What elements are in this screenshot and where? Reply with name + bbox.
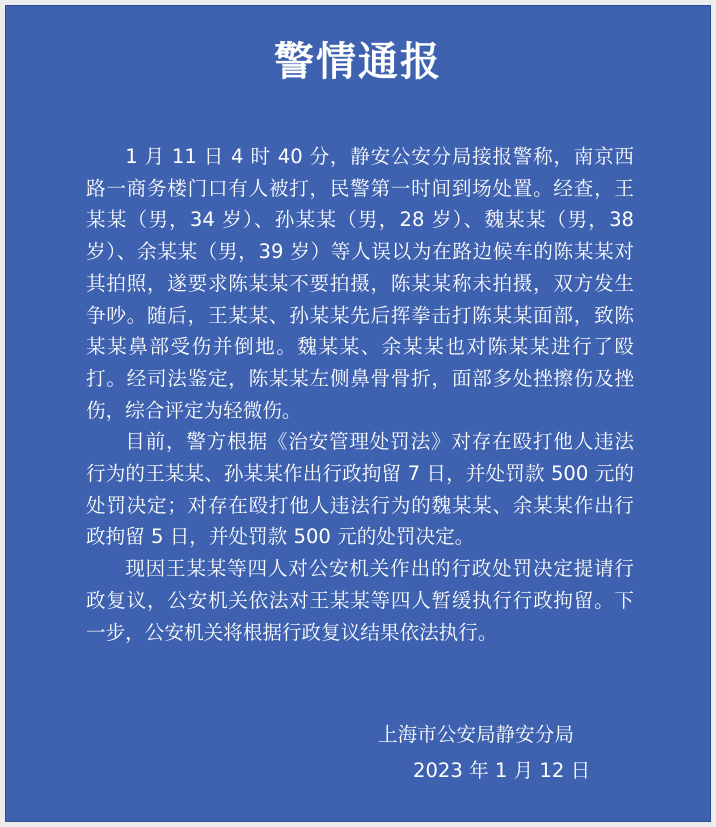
paragraph-1: 1 月 11 日 4 时 40 分，静安公安分局接报警称，南京西路一商务楼门口有人被打，民警第一时间到场处置。经查，王某某（男，34 岁）、孙某某（男，28 岁）、魏某某（男，38 岁）、余某某（男，39 岁）等人误以为在路边候车的陈某某对其拍照，遂要求陈某某不要拍摄，陈某某称未拍摄，双方发生争吵。随后，王某某、孙某某先后挥拳击打陈某某面部，致陈某某鼻部受伤并倒地。魏某某、余某某也对陈某某进行了殴打。经司法鉴定，陈某某左侧鼻骨骨折，面部多处挫擦伤及挫伤，综合评定为轻微伤。 [86,145,634,422]
paragraph-3: 现因王某某等四人对公安机关作出的行政处罚决定提请行政复议，公安机关依法对王某某等四人暂缓执行行政拘留。下一步，公安机关将根据行政复议结果依法执行。 [86,557,634,644]
notice-body [86,141,634,648]
police-notice [5,5,711,822]
issuer-name: 上海市公安局静安分局 [378,723,574,746]
issue-date: 2023 年 1 月 12 日 [413,759,591,782]
paragraph-2: 目前，警方根据《治安管理处罚法》对存在殴打他人违法行为的王某某、孙某某作出行政拘留 7 日，并处罚款 500 元的处罚决定；对存在殴打他人违法行为的魏某某、余某某作出行政拘留 5 日，并处罚款 500 元的处罚决定。 [86,430,634,549]
notice-title: 警情通报 [274,39,442,85]
